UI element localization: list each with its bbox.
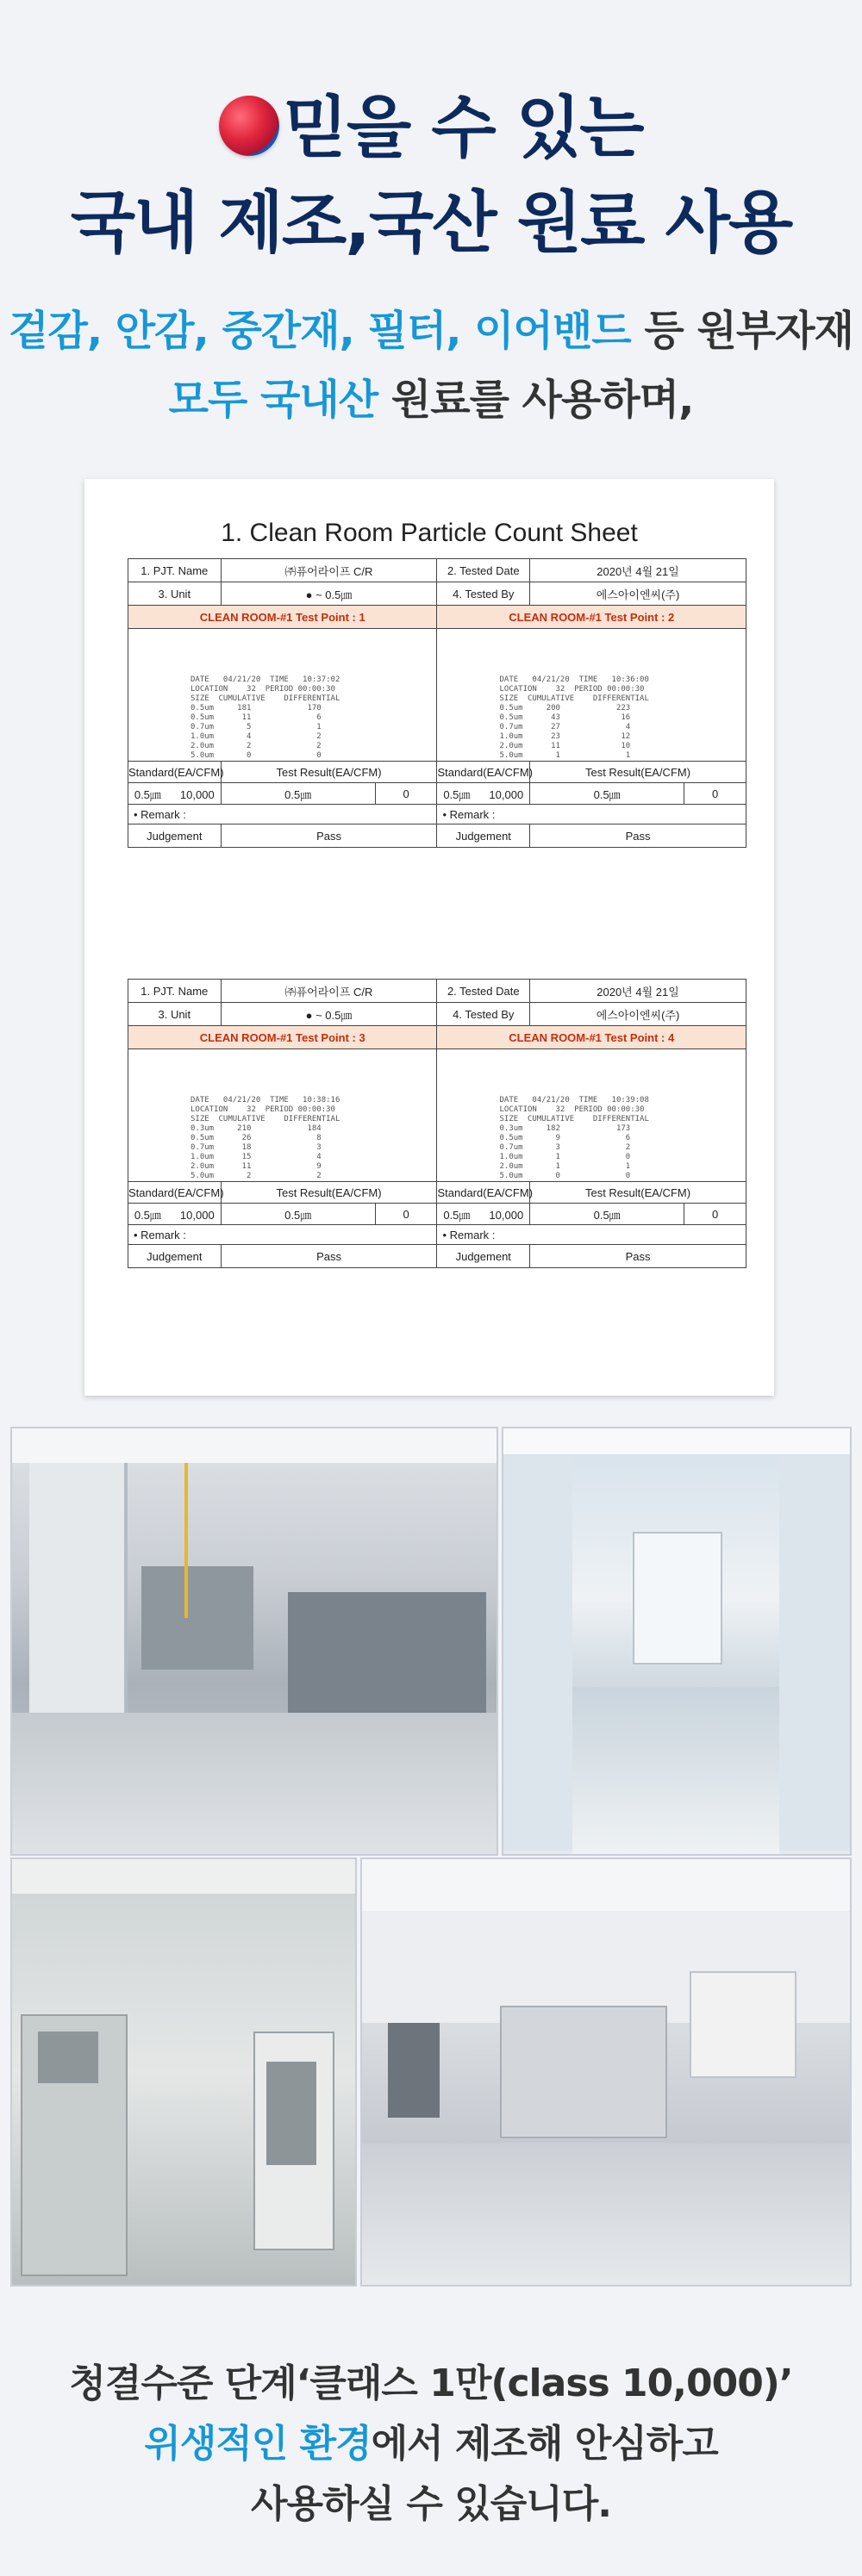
mask-machine-room-photo	[360, 1857, 852, 2287]
hero-sub-rest1: 등 원부자재	[630, 307, 853, 355]
standard-values	[128, 783, 222, 805]
standard-values-row	[128, 783, 746, 805]
unit-label: 3. Unit	[128, 1003, 222, 1026]
sheet-table	[128, 979, 746, 1268]
judgement-label: Judgement	[128, 824, 222, 848]
hero-title-line1	[0, 90, 862, 167]
judgement-pass: Pass	[530, 824, 746, 848]
standard-label: Standard(EA/CFM)	[437, 762, 530, 783]
date-value: 2020년 4월 21일	[530, 559, 746, 582]
judgement-label: Judgement	[128, 1245, 222, 1268]
particle-count-sheet	[84, 479, 774, 1396]
standard-label: Standard(EA/CFM)	[437, 1182, 530, 1204]
judgement-row	[128, 1245, 746, 1268]
taeguk-flag-icon	[219, 96, 279, 156]
std-size: 0.5㎛	[134, 1208, 161, 1222]
sheet-table	[128, 558, 746, 848]
std-size: 0.5㎛	[134, 787, 161, 801]
readout-panel	[437, 629, 746, 762]
pjt-value: ㈜퓨어라이프 C/R	[221, 980, 437, 1003]
standard-values-row	[128, 1204, 746, 1225]
result-value: 0	[375, 1204, 437, 1225]
readout-row	[128, 629, 746, 762]
std-size: 0.5㎛	[443, 1208, 471, 1222]
tested-by-value: 에스아이엔씨(주)	[530, 582, 746, 606]
test-block-2	[128, 979, 746, 1268]
particle-readout: DATE 04/21/20 TIME 10:39:08 LOCATION 32 PERIOD 00:00:30 SIZE CUMULATIVE DIFFERENTIAL 0.3um 182 173 0.5um 9 6 0.7um 3 2 1.0um 1 0 2.0um 1 1 5.0um 0 0	[499, 1096, 649, 1180]
sheet-title: 1. Clean Room Particle Count Sheet	[221, 519, 638, 547]
remark-row	[128, 805, 746, 824]
remark-label: • Remark :	[437, 805, 746, 824]
remark-row	[128, 1225, 746, 1245]
result-size: 0.5㎛	[530, 1204, 684, 1225]
remark-label: • Remark :	[128, 805, 437, 824]
test-point-header: CLEAN ROOM-#1 Test Point : 2	[437, 606, 746, 629]
bottom-highlight: 위생적인 환경	[144, 2422, 372, 2466]
test-result-label: Test Result(EA/CFM)	[530, 1182, 746, 1204]
standard-values	[437, 783, 530, 805]
judgement-row	[128, 824, 746, 848]
info-row	[128, 582, 746, 606]
clean-room-header-row	[128, 606, 746, 629]
hero-title-line2: 국내 제조,국산 원료 사용	[70, 184, 792, 262]
test-point-header: CLEAN ROOM-#1 Test Point : 3	[128, 1026, 437, 1049]
date-label: 2. Tested Date	[437, 559, 530, 582]
info-row	[128, 980, 746, 1003]
judgement-pass: Pass	[530, 1245, 746, 1268]
hero-sub-rest2: 원료를 사용하며,	[378, 376, 694, 424]
standard-values	[128, 1204, 222, 1225]
bottom-rest: 에서 제조해 안심하고	[371, 2422, 718, 2466]
std-value: 10,000	[489, 1208, 524, 1222]
result-size: 0.5㎛	[530, 783, 684, 805]
readout-panel	[128, 629, 437, 762]
clean-room-production-line-photo	[10, 1427, 498, 1856]
judgement-label: Judgement	[437, 1245, 530, 1268]
result-size: 0.5㎛	[221, 1204, 375, 1225]
bottom-text-line3: 사용하실 수 있습니다.	[251, 2482, 611, 2526]
result-value: 0	[684, 783, 746, 805]
hero-title-text1: 믿을 수 있는	[283, 90, 643, 167]
standard-header-row	[128, 1182, 746, 1204]
judgement-pass: Pass	[221, 1245, 437, 1268]
bottom-text-line1: 청결수준 단계‘클래스 1만(class 10,000)’	[69, 2361, 793, 2405]
remark-label: • Remark :	[128, 1225, 437, 1245]
hero-sub-highlight1: 겉감, 안감, 중간재, 필터, 이어밴드	[9, 307, 631, 355]
readout-row	[128, 1049, 746, 1182]
result-size: 0.5㎛	[221, 783, 375, 805]
hero-sub-line2	[0, 366, 862, 426]
particle-readout: DATE 04/21/20 TIME 10:37:02 LOCATION 32 PERIOD 00:00:30 SIZE CUMULATIVE DIFFERENTIAL 0.5um 181 170 0.5um 11 6 0.7um 5 1 1.0um 4 2 2.0um 2 2 5.0um 0 0	[191, 675, 340, 760]
tested-by-value: 에스아이엔씨(주)	[530, 1003, 746, 1026]
test-result-label: Test Result(EA/CFM)	[221, 1182, 437, 1204]
test-block-1	[128, 558, 746, 848]
hero-sub-highlight2: 모두 국내산	[168, 376, 378, 424]
judgement-pass: Pass	[221, 824, 437, 848]
standard-header-row	[128, 762, 746, 783]
pjt-label: 1. PJT. Name	[128, 559, 222, 582]
result-value: 0	[684, 1204, 746, 1225]
test-point-header: CLEAN ROOM-#1 Test Point : 4	[437, 1026, 746, 1049]
clean-room-header-row	[128, 1026, 746, 1049]
date-label: 2. Tested Date	[437, 980, 530, 1003]
result-value: 0	[375, 783, 437, 805]
std-value: 10,000	[179, 1208, 215, 1222]
date-value: 2020년 4월 21일	[530, 980, 746, 1003]
unit-value: ● ~ 0.5㎛	[221, 582, 437, 606]
remark-label: • Remark :	[437, 1225, 746, 1245]
tested-by-label: 4. Tested By	[437, 582, 530, 606]
test-result-label: Test Result(EA/CFM)	[530, 762, 746, 783]
standard-label: Standard(EA/CFM)	[128, 1182, 222, 1204]
particle-readout: DATE 04/21/20 TIME 10:36:00 LOCATION 32 PERIOD 00:00:30 SIZE CUMULATIVE DIFFERENTIAL 0.5um 200 223 0.5um 43 16 0.7um 27 4 1.0um 23 12 2.0um 11 10 5.0um 1 1	[499, 675, 649, 760]
unit-label: 3. Unit	[128, 582, 222, 606]
clean-room-corridor-air-shower-photo	[502, 1427, 852, 1856]
pjt-label: 1. PJT. Name	[128, 980, 222, 1003]
readout-panel	[128, 1049, 437, 1182]
test-point-header: CLEAN ROOM-#1 Test Point : 1	[128, 606, 437, 629]
hero-sub-line1	[0, 297, 862, 357]
pjt-value: ㈜퓨어라이프 C/R	[221, 559, 437, 582]
standard-values	[437, 1204, 530, 1225]
std-size: 0.5㎛	[443, 787, 471, 801]
std-value: 10,000	[489, 787, 524, 801]
tested-by-label: 4. Tested By	[437, 1003, 530, 1026]
clean-room-door-photo	[10, 1857, 357, 2287]
unit-value: ● ~ 0.5㎛	[221, 1003, 437, 1026]
standard-label: Standard(EA/CFM)	[128, 762, 222, 783]
std-value: 10,000	[179, 787, 215, 801]
test-result-label: Test Result(EA/CFM)	[221, 762, 437, 783]
particle-readout: DATE 04/21/20 TIME 10:38:16 LOCATION 32 PERIOD 00:00:30 SIZE CUMULATIVE DIFFERENTIAL 0.3um 210 184 0.5um 26 8 0.7um 18 3 1.0um 15 4 2.0um 11 9 5.0um 2 2	[191, 1096, 340, 1180]
judgement-label: Judgement	[437, 824, 530, 848]
bottom-text-line2	[0, 2412, 862, 2467]
info-row	[128, 559, 746, 582]
info-row	[128, 1003, 746, 1026]
readout-panel	[437, 1049, 746, 1182]
